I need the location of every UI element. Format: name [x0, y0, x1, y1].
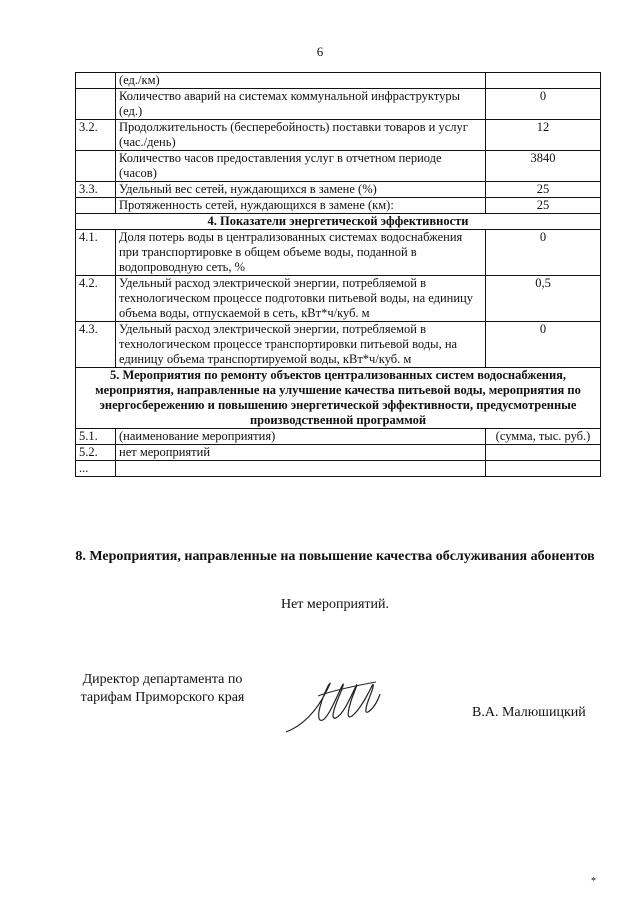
row-number [76, 89, 116, 120]
row-number [76, 198, 116, 214]
row-value [486, 73, 601, 89]
row-text: Количество часов предоставления услуг в отчетном периоде (часов) [116, 151, 486, 182]
row-value: (сумма, тыс. руб.) [486, 429, 601, 445]
row-number: 4.2. [76, 276, 116, 322]
row-text: Удельный расход электрической энергии, потребляемой в технологическом процессе транспортировки питьевой воды, на единицу объема транспортируемой воды, кВт*ч/куб. м [116, 322, 486, 368]
table-row [76, 151, 601, 182]
row-number: 4.3. [76, 322, 116, 368]
row-number: 3.3. [76, 182, 116, 198]
section-4-header: 4. Показатели энергетической эффективности [76, 214, 601, 230]
table-row [76, 182, 601, 198]
row-number: ... [76, 461, 116, 477]
row-text [116, 461, 486, 477]
section-8-text: Нет мероприятий. [280, 597, 390, 612]
row-number: 5.2. [76, 445, 116, 461]
row-value: 25 [486, 182, 601, 198]
section-5-header: 5. Мероприятия по ремонту объектов централизованных систем водоснабжения, мероприятия, направленные на улучшение качества питьевой воды, мероприятия по энергосбережению и повышению энергетической эффективности, предусмотренные производственной программой [76, 368, 601, 429]
row-number: 3.2. [76, 120, 116, 151]
table-row [76, 445, 601, 461]
row-text: Количество аварий на системах коммунальной инфраструктуры (ед.) [116, 89, 486, 120]
table-row [76, 73, 601, 89]
table-row [76, 429, 601, 445]
row-value: 12 [486, 120, 601, 151]
table-row [76, 230, 601, 276]
row-value: 0,5 [486, 276, 601, 322]
row-value: 3840 [486, 151, 601, 182]
table-row [76, 276, 601, 322]
table-row [76, 322, 601, 368]
section-8-title: 8. Мероприятия, направленные на повышение качества обслуживания абонентов [75, 549, 595, 564]
row-text: (наименование мероприятия) [116, 429, 486, 445]
page-number: 6 [316, 44, 324, 59]
row-text: Удельный вес сетей, нуждающихся в замене (%) [116, 182, 486, 198]
signatory-position: Директор департамента по тарифам Приморского края [80, 672, 245, 705]
row-value: 0 [486, 89, 601, 120]
row-number: 4.1. [76, 230, 116, 276]
row-text: Доля потерь воды в централизованных системах водоснабжения при транспортировке в общем объеме воды, поданной в водопроводную сеть, % [116, 230, 486, 276]
handwritten-signature [282, 676, 382, 738]
section-header-row [76, 368, 601, 429]
table-row [76, 89, 601, 120]
signatory-name: В.А. Малюшицкий [472, 705, 586, 720]
row-text: Протяженность сетей, нуждающихся в замене (км): [116, 198, 486, 214]
row-value [486, 461, 601, 477]
row-value: 25 [486, 198, 601, 214]
row-value: 0 [486, 230, 601, 276]
section-header-row [76, 214, 601, 230]
row-value [486, 445, 601, 461]
row-number: 5.1. [76, 429, 116, 445]
corner-mark: * [591, 876, 596, 887]
indicators-table [75, 72, 601, 477]
row-number [76, 151, 116, 182]
row-text: нет мероприятий [116, 445, 486, 461]
row-text: Удельный расход электрической энергии, потребляемой в технологическом процессе подготовки питьевой воды, на единицу объема воды, отпускаемой в сеть, кВт*ч/куб. м [116, 276, 486, 322]
row-value: 0 [486, 322, 601, 368]
table-row [76, 120, 601, 151]
row-number [76, 73, 116, 89]
table-row [76, 461, 601, 477]
table-row [76, 198, 601, 214]
row-text: (ед./км) [116, 73, 486, 89]
row-text: Продолжительность (бесперебойность) поставки товаров и услуг (час./день) [116, 120, 486, 151]
